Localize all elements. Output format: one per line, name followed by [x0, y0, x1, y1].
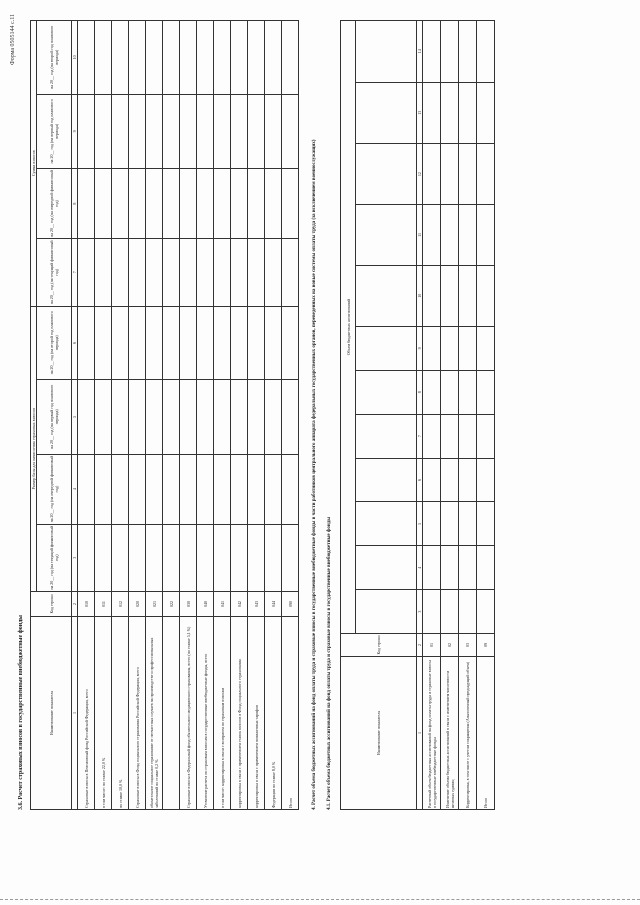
col-group-base: Размер базы для начисления страховых взносов	[31, 306, 37, 591]
year-header	[356, 143, 417, 204]
cell	[112, 169, 129, 239]
cell	[197, 239, 214, 306]
col-number: 2	[72, 592, 78, 617]
cell	[180, 380, 197, 454]
cell	[459, 546, 477, 590]
row-label	[163, 617, 180, 810]
cell	[282, 169, 299, 239]
cell	[282, 21, 299, 95]
col-number: 10	[417, 265, 423, 326]
cell	[459, 502, 477, 546]
cell	[477, 590, 495, 634]
col-number: 6	[417, 458, 423, 502]
row-label: Страховые взносы в Федеральный фонд обязательного медицинского страхования, всего (по ставке 5,1 %)	[180, 617, 197, 810]
cell	[95, 380, 112, 454]
cell	[197, 169, 214, 239]
col-number: 4	[417, 546, 423, 590]
cell	[78, 239, 95, 306]
row-label: Федерации по ставке 8,0 %	[265, 617, 282, 810]
cell	[477, 326, 495, 370]
cell	[95, 21, 112, 95]
year-header	[356, 205, 417, 265]
row-code: 040	[197, 592, 214, 617]
t2-subtitle: 4.1. Расчет объема бюджетных ассигнований на фонд оплаты труда и страховые взносы в государственные внебюджетные фонды	[327, 516, 332, 810]
cell	[163, 454, 180, 524]
cell	[197, 306, 214, 380]
cell	[214, 306, 231, 380]
table-row	[265, 21, 282, 810]
cell	[248, 306, 265, 380]
row-label: Корректировка, в том числе с учетом сокращения (Аналогичный предыдущий объем)	[459, 657, 477, 810]
cell	[95, 239, 112, 306]
cell	[146, 380, 163, 454]
cell	[423, 143, 441, 204]
col-number: 5	[72, 380, 78, 454]
cell	[265, 21, 282, 95]
cell	[129, 239, 146, 306]
year-header	[356, 546, 417, 590]
cell	[441, 502, 459, 546]
cell	[197, 380, 214, 454]
cell	[180, 239, 197, 306]
table-row	[197, 21, 214, 810]
cell	[78, 169, 95, 239]
cell	[265, 524, 282, 591]
cell	[459, 82, 477, 143]
cell	[441, 205, 459, 265]
cell	[248, 94, 265, 168]
cell	[248, 169, 265, 239]
cell	[441, 143, 459, 204]
col-number: 7	[417, 414, 423, 458]
row-label: Изменение объема бюджетных ассигнований в связи с изменением численности штатных единиц	[441, 657, 459, 810]
cell	[265, 94, 282, 168]
cell	[423, 546, 441, 590]
cell	[95, 454, 112, 524]
row-code: 090	[282, 592, 299, 617]
row-label: по ставке 10,0 %	[112, 617, 129, 810]
cell	[423, 590, 441, 634]
cell	[423, 502, 441, 546]
cell	[231, 524, 248, 591]
row-code: 030	[180, 592, 197, 617]
row-label: в том числе: корректировка в связи с возвратом по страховым взносам	[214, 617, 231, 810]
cell	[146, 454, 163, 524]
cell	[78, 306, 95, 380]
year-header	[356, 82, 417, 143]
cell	[248, 239, 265, 306]
cell	[231, 169, 248, 239]
cell	[459, 265, 477, 326]
year-header	[356, 21, 417, 83]
cell	[477, 458, 495, 502]
cell	[214, 21, 231, 95]
year-header	[356, 414, 417, 458]
row-label: Страховые взносы в Пенсионный фонд Российской Федерации, всего	[78, 617, 95, 810]
row-label: Уточнение расчета по страховым взносам в государственные внебюджетные фонды, всего	[197, 617, 214, 810]
row-code: 022	[163, 592, 180, 617]
cell	[459, 143, 477, 204]
row-label: Итого	[282, 617, 299, 810]
col-number: 8	[417, 370, 423, 414]
cell	[214, 380, 231, 454]
cell	[477, 265, 495, 326]
cell	[231, 306, 248, 380]
cell	[231, 239, 248, 306]
cell	[129, 306, 146, 380]
cell	[423, 21, 441, 83]
cell	[231, 94, 248, 168]
col-number: 7	[72, 239, 78, 306]
cell	[441, 370, 459, 414]
col-group-sum: Сумма взносов	[31, 21, 37, 307]
cell	[78, 454, 95, 524]
table-row	[459, 21, 477, 810]
cell	[197, 524, 214, 591]
col-number: 13	[417, 82, 423, 143]
row-code: 010	[78, 592, 95, 617]
cell	[180, 306, 197, 380]
cell	[231, 21, 248, 95]
table-row	[231, 21, 248, 810]
cell	[129, 21, 146, 95]
col-number: 6	[72, 306, 78, 380]
row-label: корректировка в связи с применением ставок взносов в Фонд социального страхования	[231, 617, 248, 810]
year-header	[356, 370, 417, 414]
cell	[231, 454, 248, 524]
cell	[282, 524, 299, 591]
table-row	[129, 21, 146, 810]
year-header: на 20__ год (на текущий финансовый год)	[37, 524, 72, 591]
col-number: 2	[417, 634, 423, 657]
cell	[459, 205, 477, 265]
col-number: 9	[417, 326, 423, 370]
row-code: 09	[477, 634, 495, 657]
cell	[78, 380, 95, 454]
year-header: на 20__ год (на второй год планового периода)	[37, 306, 72, 380]
cell	[146, 94, 163, 168]
table-row	[441, 21, 459, 810]
year-header: на 20__ год (на очередной финансовый год)	[37, 454, 72, 524]
table-row	[248, 21, 265, 810]
row-code: 012	[112, 592, 129, 617]
cell	[459, 414, 477, 458]
year-header	[356, 590, 417, 634]
cell	[459, 21, 477, 83]
cell	[197, 94, 214, 168]
cell	[129, 524, 146, 591]
col-number: 3	[72, 524, 78, 591]
cell	[95, 94, 112, 168]
row-code: 020	[129, 592, 146, 617]
cell	[214, 524, 231, 591]
cell	[459, 326, 477, 370]
cell	[112, 21, 129, 95]
table-row	[95, 21, 112, 810]
cell	[423, 458, 441, 502]
row-code: 041	[214, 592, 231, 617]
row-code: 011	[95, 592, 112, 617]
cell	[265, 454, 282, 524]
table-row	[146, 21, 163, 810]
cell	[282, 380, 299, 454]
cell	[78, 524, 95, 591]
cell	[441, 326, 459, 370]
cell	[197, 454, 214, 524]
row-code: 043	[248, 592, 265, 617]
contributions-table	[30, 20, 299, 810]
cell	[146, 306, 163, 380]
scan-edge	[0, 899, 640, 901]
table-row	[112, 21, 129, 810]
year-header: на 20__ год (на первый год планового периода)	[37, 380, 72, 454]
col-number: 10	[72, 21, 78, 95]
cell	[459, 590, 477, 634]
year-header	[356, 502, 417, 546]
col-number: 3	[417, 590, 423, 634]
cell	[477, 502, 495, 546]
row-label: обязательное социальное страхование от несчастных случаев на производстве и профессиональных заболеваний по ставке 0,2 %	[146, 617, 163, 810]
cell	[265, 239, 282, 306]
cell	[112, 524, 129, 591]
cell	[441, 458, 459, 502]
col-number: 11	[417, 205, 423, 265]
cell	[112, 94, 129, 168]
cell	[282, 454, 299, 524]
cell	[441, 82, 459, 143]
year-header	[356, 265, 417, 326]
cell	[248, 454, 265, 524]
cell	[477, 370, 495, 414]
col-number: 9	[72, 94, 78, 168]
cell	[180, 21, 197, 95]
cell	[197, 21, 214, 95]
table-row	[163, 21, 180, 810]
cell	[163, 380, 180, 454]
cell	[112, 380, 129, 454]
cell	[248, 380, 265, 454]
form-id: Форма 0505144 с.11	[10, 14, 16, 66]
cell	[282, 306, 299, 380]
cell	[423, 205, 441, 265]
cell	[459, 458, 477, 502]
cell	[146, 21, 163, 95]
col-number: 12	[417, 143, 423, 204]
table-row	[180, 21, 197, 810]
col-number: 8	[72, 169, 78, 239]
cell	[265, 306, 282, 380]
cell	[477, 143, 495, 204]
cell	[112, 306, 129, 380]
cell	[163, 94, 180, 168]
cell	[423, 370, 441, 414]
cell	[146, 524, 163, 591]
row-code: 042	[231, 592, 248, 617]
cell	[163, 524, 180, 591]
col-number: 1	[417, 657, 423, 810]
row-code: 044	[265, 592, 282, 617]
year-header: на 20__ год (на второй год планового периода)	[37, 21, 72, 95]
cell	[441, 546, 459, 590]
cell	[112, 239, 129, 306]
cell	[477, 21, 495, 83]
cell	[180, 169, 197, 239]
cell	[214, 454, 231, 524]
cell	[423, 326, 441, 370]
year-header: на 20__ год (на текущий финансовый год)	[37, 239, 72, 306]
cell	[180, 524, 197, 591]
col-number: 4	[72, 454, 78, 524]
col-name-2: Наименование показателя	[341, 657, 417, 810]
cell	[180, 94, 197, 168]
cell	[441, 414, 459, 458]
row-label: Расчетный объем бюджетных ассигнований на фонд оплаты труда и страховые взносы в государственные внебюджетные фонды	[423, 657, 441, 810]
cell	[78, 21, 95, 95]
table-row	[78, 21, 95, 810]
row-code: 01	[423, 634, 441, 657]
cell	[129, 169, 146, 239]
cell	[282, 239, 299, 306]
year-header	[356, 458, 417, 502]
cell	[214, 169, 231, 239]
cell	[129, 94, 146, 168]
cell	[78, 94, 95, 168]
cell	[214, 94, 231, 168]
cell	[163, 306, 180, 380]
row-code: 02	[441, 634, 459, 657]
col-number: 1	[72, 617, 78, 810]
cell	[163, 169, 180, 239]
cell	[231, 380, 248, 454]
cell	[214, 239, 231, 306]
year-header: на 20__ год (на очередной финансовый год)	[37, 169, 72, 239]
cell	[477, 82, 495, 143]
row-label: Итого	[477, 657, 495, 810]
row-label: Страховые взносы в Фонд социального страхования Российской Федерации, всего	[129, 617, 146, 810]
year-header: на 20__ год (на первый год планового периода)	[37, 94, 72, 168]
cell	[129, 454, 146, 524]
cell	[282, 94, 299, 168]
cell	[95, 306, 112, 380]
cell	[112, 454, 129, 524]
col-number: 14	[417, 21, 423, 83]
cell	[477, 546, 495, 590]
row-label: в том числе: по ставке 22,0 %	[95, 617, 112, 810]
cell	[95, 524, 112, 591]
table-row	[282, 21, 299, 810]
cell	[265, 380, 282, 454]
row-code: 021	[146, 592, 163, 617]
cell	[423, 265, 441, 326]
year-header	[356, 326, 417, 370]
cell	[441, 590, 459, 634]
cell	[441, 265, 459, 326]
cell	[146, 169, 163, 239]
col-code: Код строки	[31, 592, 72, 617]
col-name: Наименование показателя	[31, 617, 72, 810]
cell	[477, 205, 495, 265]
col-code-2: Код строки	[341, 634, 417, 657]
row-label: корректировка в связи с применением пониженных тарифов	[248, 617, 265, 810]
cell	[248, 524, 265, 591]
table-row	[214, 21, 231, 810]
cell	[265, 169, 282, 239]
cell	[146, 239, 163, 306]
cell	[163, 239, 180, 306]
col-number: 5	[417, 502, 423, 546]
cell	[441, 21, 459, 83]
table-row	[477, 21, 495, 810]
t1-title: 3.6. Расчет страховых взносов в государственные внебюджетные фонды	[18, 615, 24, 810]
table-row	[423, 21, 441, 810]
cell	[180, 454, 197, 524]
cell	[423, 414, 441, 458]
cell	[477, 414, 495, 458]
t2-title: 4. Расчет объема бюджетных ассигнований на фонд оплаты труда и страховые взносы в государственные внебюджетные фонды в части работников центрального аппарата федеральных государственных органов, переведенных на новые системы оплаты труда (за исключением военнослужащих)	[312, 139, 317, 810]
col-group-budget: Объем бюджетных ассигнований	[341, 21, 356, 634]
cell	[248, 21, 265, 95]
cell	[95, 169, 112, 239]
cell	[163, 21, 180, 95]
cell	[129, 380, 146, 454]
cell	[423, 82, 441, 143]
row-code: 03	[459, 634, 477, 657]
cell	[459, 370, 477, 414]
budget-table	[340, 20, 495, 810]
